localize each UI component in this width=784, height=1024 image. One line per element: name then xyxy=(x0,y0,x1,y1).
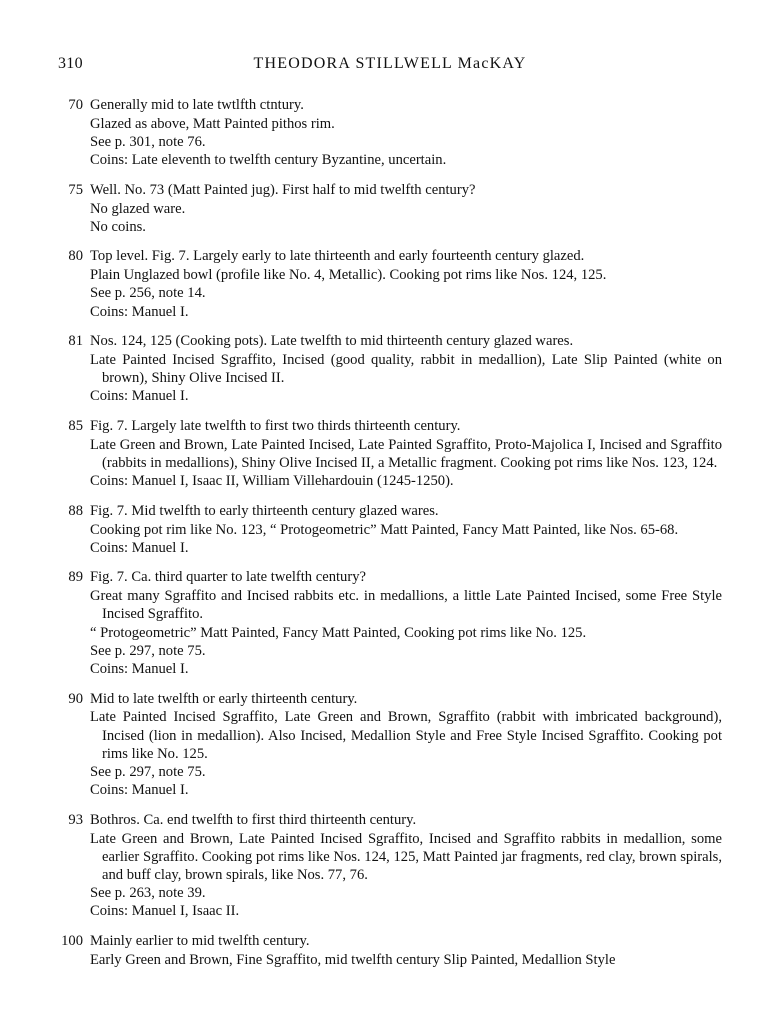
coins-line: Coins: Manuel I, Isaac II. xyxy=(90,903,240,920)
deposit-number: 70 xyxy=(68,97,83,113)
coins-line: No coins. xyxy=(90,218,146,235)
deposit-heading: Fig. 7. Largely late twelfth to first two thirds thirteenth century. xyxy=(90,418,461,435)
deposit-number: 85 xyxy=(68,418,83,435)
page-header xyxy=(58,55,722,79)
deposit-entry xyxy=(50,96,722,169)
glazed-wares: Late Green and Brown, Late Painted Incised, Late Painted Sgraffito, Proto-Majolica I, Incised and Sgraffito (rabbits in medallions), Shiny Olive Incised II, a Metallic fragment. Cooking pot rims like Nos. 123, 124. xyxy=(90,436,722,471)
glazed-wares: Late Green and Brown, Late Painted Incised Sgraffito, Incised and Sgraffito rabbits in medallion, some earlier Sgraffito. Cooking pot rims like Nos. 124, 125, Matt Painted jar fragments, red clay, brown spirals, and buff clay, brown spirals, like Nos. 77, 76. xyxy=(90,830,722,884)
see-reference: See p. 263, note 39. xyxy=(90,885,206,902)
glazed-wares: Late Painted Incised Sgraffito, Incised (good quality, rabbit in medallion), Late Slip Painted (white on brown), Shiny Olive Incised II. xyxy=(90,351,722,387)
glazed-wares: Great many Sgraffito and Incised rabbits etc. in medallions, a little Late Painted Incised, some Free Style Incised Sgraffito. xyxy=(90,588,722,623)
deposit-number: 93 xyxy=(68,811,83,828)
coins-line: Coins: Manuel I. xyxy=(90,388,189,405)
glazed-wares: No glazed ware. xyxy=(90,200,186,217)
deposit-entry xyxy=(50,502,722,557)
coins-line: Coins: Manuel I. xyxy=(90,660,189,677)
deposit-entry xyxy=(50,417,722,490)
coins-line: Coins: Manuel I. xyxy=(90,539,189,556)
page-number: 310 xyxy=(58,55,83,72)
coins-line: Coins: Late eleventh to twelfth century Byzantine, uncertain. xyxy=(90,152,447,169)
deposit-number: 81 xyxy=(68,333,83,350)
deposit-heading: Fig. 7. Ca. third quarter to late twelfth century? xyxy=(90,569,366,586)
deposit-entry xyxy=(50,690,722,800)
deposit-entry xyxy=(50,181,722,236)
glazed-wares: Glazed as above, Matt Painted pithos rim. xyxy=(90,115,335,132)
deposit-entry xyxy=(50,332,722,405)
glazed-wares: Early Green and Brown, Fine Sgraffito, mid twelfth century Slip Painted, Medallion Style xyxy=(90,951,616,968)
coins-line: Coins: Manuel I, Isaac II, William Villehardouin (1245-1250). xyxy=(90,473,454,490)
deposit-entry xyxy=(50,811,722,921)
glazed-wares: Plain Unglazed bowl (profile like No. 4, Metallic). Cooking pot rims like Nos. 124, 125. xyxy=(90,267,607,284)
deposit-heading: Generally mid to late twtlfth ctntury. xyxy=(90,97,304,113)
deposit-heading: Nos. 124, 125 (Cooking pots). Late twelfth to mid thirteenth century glazed wares. xyxy=(90,333,574,350)
deposit-number: 75 xyxy=(68,181,83,198)
deposit-number: 90 xyxy=(68,690,83,707)
deposit-entry xyxy=(50,247,722,320)
deposit-heading: Well. No. 73 (Matt Painted jug). First half to mid twelfth century? xyxy=(90,181,476,198)
deposit-entry xyxy=(50,932,722,969)
deposit-number: 80 xyxy=(68,248,83,265)
see-reference: See p. 256, note 14. xyxy=(90,285,206,302)
running-title: THEODORA STILLWELL MacKAY xyxy=(253,55,527,72)
deposit-list xyxy=(50,96,722,981)
see-reference: See p. 301, note 76. xyxy=(90,133,206,150)
glazed-wares: Cooking pot rim like No. 123, “ Protogeometric” Matt Painted, Fancy Matt Painted, like Nos. 65-68. xyxy=(90,521,679,538)
see-reference: See p. 297, note 75. xyxy=(90,764,206,780)
deposit-heading: Mid to late twelfth or early thirteenth century. xyxy=(90,690,358,707)
deposit-heading: Bothros. Ca. end twelfth to first third thirteenth century. xyxy=(90,811,417,828)
deposit-entry xyxy=(50,568,722,678)
deposit-heading: Mainly earlier to mid twelfth century. xyxy=(90,933,310,950)
see-reference: See p. 297, note 75. xyxy=(90,642,206,659)
deposit-heading: Top level. Fig. 7. Largely early to late thirteenth and early fourteenth century glazed. xyxy=(90,248,585,265)
coins-line: Coins: Manuel I. xyxy=(90,782,189,799)
deposit-number: 88 xyxy=(68,502,83,519)
coins-line: Coins: Manuel I. xyxy=(90,303,189,320)
other-wares: “ Protogeometric” Matt Painted, Fancy Matt Painted, Cooking pot rims like No. 125. xyxy=(90,624,587,641)
deposit-number: 89 xyxy=(68,569,83,586)
deposit-heading: Fig. 7. Mid twelfth to early thirteenth century glazed wares. xyxy=(90,502,439,519)
deposit-number: 100 xyxy=(61,933,83,950)
glazed-wares: Late Painted Incised Sgraffito, Late Green and Brown, Sgraffito (rabbit with imbricated background), Incised (lion in medallion). Also Incised, Medallion Style and Free Style Incised Sgraffito. Cooking pot rims like No. 125. xyxy=(90,709,722,762)
